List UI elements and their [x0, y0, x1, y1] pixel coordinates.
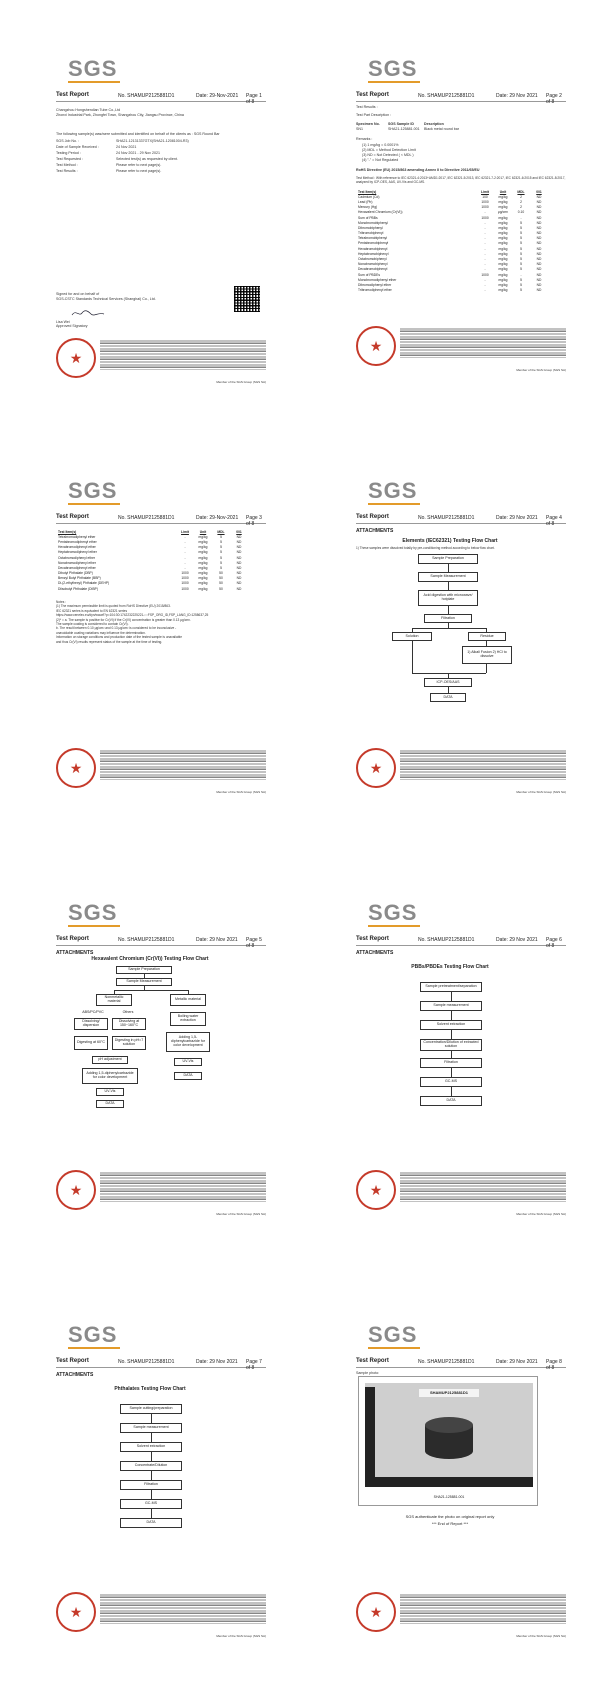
attachments-heading: ATTACHMENTS — [356, 950, 394, 956]
signed-org: SGS-CSTC Standards Technical Services (Shanghai) Co., Ltd. — [56, 297, 156, 301]
note-line: https://www.cenelec.eu/dyn/www/f?p=104:30:1742232225221-::::FSP_ORG_ID,FSP_LANG_ID:1258637,25 — [56, 613, 209, 618]
page-footer: ★ Member of the SGS Group (SGS SA) — [356, 326, 566, 376]
sgs-logo: SGS — [368, 1324, 428, 1348]
note-line: b. The result between 0.10 μg/cm² and 0.13 μg/cm² is considered to be inconclusive - — [56, 626, 177, 631]
table-row: Diisobutyl Phthalate (DIBP) 1000 mg/kg 50 ND — [58, 586, 242, 591]
star-icon: ★ — [369, 338, 383, 354]
table-row: Lead (Pb) 1000 mg/kg 2 ND — [358, 199, 542, 204]
info-row: SGS Job No. : SHA21-12131337GTX(SHA21-12081004-R3) — [56, 139, 189, 143]
star-icon: ★ — [369, 1182, 383, 1198]
company-name: Changzhou Hongshendian Tube Co.,Ltd — [56, 108, 121, 112]
info-row: Test Method : Please refer to next page(s). — [56, 163, 162, 167]
note-line: unavoidable coating variations may influence the determination. — [56, 630, 146, 635]
report-page-8 — [316, 1274, 584, 1686]
terms-fine-print — [400, 1172, 566, 1202]
sample-intro: The following sample(s) was/were submitted and identified on behalf of the clients as : SGS Round Bar — [56, 132, 220, 136]
flow-step: DATA — [420, 1096, 482, 1106]
report-page-2: SGS Test Report No. SHAMUP2125881D1 Date: 29 Nov 2021 Page 2 of 8 Test Results : Test Part Description : Specimen No. SGS Sample ID Description SN1 SHA21-125881.001 Black metal round bar Remarks : (1) 1 mg/kg = 0.0001% (2) MDL = Method Detection Limit (3) ND = Not Detected ( < MDL ) (4) "-" = Not Regulated RoHS Directive (EU) 2015/863 amending Annex II to Directive 2011/65/EU Test Method : With reference to IEC 62321-4:2013+AMD1:2017, IEC 62321-5:2013, IEC 62321-7-2:2017, IEC 62321-6:2015 and IEC 62321-8:2017, analyzed by ICP-OES, AAS, UV-Vis and GC-MS. Test Item(s) Limit Unit MDL 001 Cadmium (Cd) 100 mg/kg 2 ND Lead (Pb) 1000 mg/kg 2 ND Mercury (Hg) 1000 mg/kg 2 ND Hexavalent Chromium (Cr(VI)) - μg/cm² 0.10 ND Sum of PBBs 1000 mg/kg - ND Monobromobiphenyl - mg/kg 5 ND Dibromobiphenyl - mg/kg 5 ND Tribromobiphenyl - mg/kg 5 ND Tetrabromobiphenyl - mg/kg 5 ND Pentabromobiphenyl - mg/kg 5 ND Hexabromobiphenyl - mg/kg 5 ND Heptabromobiphenyl - mg/kg 5 ND Octabromobiphenyl - mg/kg 5 ND Nonabromobiphenyl - mg/kg 5 ND Decabromobiphenyl - mg/kg 5 ND Sum of PBDEs 1000 mg/kg - ND Monobromodiphenyl ether - mg/kg 5 ND Dibromodiphenyl ether - mg/kg 5 ND Tribromodiphenyl ether - mg/kg 5 ND ★ Member of the SGS Group (SGS SA) — [316, 8, 584, 420]
info-row: Date of Sample Received : 24 Nov 2021 — [56, 145, 137, 149]
terms-fine-print — [100, 750, 266, 780]
terms-fine-print — [400, 750, 566, 780]
company-seal — [56, 1592, 96, 1632]
flow-step: UV-Vis — [96, 1088, 124, 1096]
terms-fine-print — [400, 328, 566, 358]
flow-step: Sample Measurement — [418, 572, 478, 582]
flow-step: DATA — [174, 1072, 202, 1080]
sgs-logo: SGS — [68, 1324, 128, 1348]
company-seal — [56, 1170, 96, 1210]
notes-block — [56, 600, 266, 644]
note-line: (2)* = a. The sample is positive for Cr(VI) if the Cr(VI) concentration is greater than 0.13 μg/cm². — [56, 617, 191, 622]
table-row: Heptabromobiphenyl - mg/kg 5 ND — [358, 251, 542, 256]
results-table — [56, 529, 248, 591]
table-row: Dibromobiphenyl - mg/kg 5 ND — [358, 225, 542, 230]
table-row: Dibutyl Phthalate (DBP) 1000 mg/kg 50 ND — [58, 571, 242, 576]
table-row: Di-(2-ethylhexyl) Phthalate (DEHP) 1000 mg/kg 50 ND — [58, 581, 242, 586]
flow-step: Sample Measurement — [116, 978, 172, 986]
flow-step: Concentration/Dilution of extracted solution — [420, 1039, 482, 1051]
company-seal — [356, 326, 396, 366]
table-row: Tetrabromodiphenyl ether - mg/kg 5 ND — [58, 534, 242, 539]
table-row: Pentabromodiphenyl ether - mg/kg 5 ND — [58, 539, 242, 544]
report-page-5: SGS Test Report No. SHAMUP2125881D1 Date: 29 Nov 2021 Page 5 of 8 ATTACHMENTS Hexavalent Chromium (Cr(VI)) Testing Flow Chart Sample Preparation Sample Measurement Nonmetallic material Metallic material ABS/PC/PVC Others Dissolving/ dispersion Dissolving at 150~160°C Digesting at 60°C Digesting in pH=7 solution pH adjustment Adding 1,5-diphenylcarbazide for color development UV-Vis DATA Boiling water extraction Adding 1,5-diphenylcarbazide for color development UV-Vis DATA ★ Member of the SGS Group (SGS SA) — [16, 852, 284, 1264]
note-line: (1) The maximum permissible limit is quoted from RoHS Directive (EU) 2015/863. — [56, 604, 171, 609]
table-row: Nonabromodiphenyl ether - mg/kg 5 ND — [58, 560, 242, 565]
test-method: Test Method : With reference to IEC 62321-4:2013+AMD1:2017, IEC 62321-5:2013, IEC 62321-7-2:2017, IEC 62321-6:2015 and IEC 62321-8:2017, analyzed by ICP-OES, AAS, UV-Vis and GC-MS. — [356, 176, 566, 185]
flow-step: Acid digestion with microwave/ hotplate — [418, 590, 478, 606]
company-seal — [56, 338, 96, 378]
signature-image — [70, 308, 106, 318]
photo-sticker: SHAMUP2125881D1 — [419, 1389, 479, 1397]
page-footer: ★ Member of the SGS Group (SGS SA) — [56, 748, 266, 798]
page-header: Test Report No. SHAMUP2125881D1 Date: 29-Nov-2021 Page 3 of 8 — [56, 514, 266, 524]
attachments-heading: ATTACHMENTS — [356, 528, 394, 534]
flow-step: Dissolving/ dispersion — [74, 1018, 108, 1030]
flow-step: Solvent extraction — [120, 1442, 182, 1452]
table-row: Monobromobiphenyl - mg/kg 5 ND — [358, 220, 542, 225]
table-row: Mercury (Hg) 1000 mg/kg 2 ND — [358, 205, 542, 210]
page-header: Test Report No. SHAMUP2125881D1 Date: 29 Nov 2021 Page 2 of 8 — [356, 92, 566, 102]
note-line: IEC 62321 series is equivalent to EN 62321 series — [56, 608, 128, 613]
note-line: Information on storage conditions and production date of the tested sample is unavailable — [56, 635, 182, 640]
results-table — [356, 189, 548, 293]
specimen-header: Specimen No. SGS Sample ID Description — [356, 122, 444, 126]
report-date: Date: 29-Nov-2021 — [196, 93, 239, 99]
table-row: Tetrabromobiphenyl - mg/kg 5 ND — [358, 236, 542, 241]
ruler — [365, 1477, 533, 1487]
company-seal — [56, 748, 96, 788]
page-header — [56, 92, 266, 105]
report-page-4 — [316, 430, 584, 842]
flow-step: Solution — [392, 632, 432, 641]
table-row: Dibromodiphenyl ether - mg/kg 5 ND — [358, 282, 542, 287]
flow-step: GC-MS — [420, 1077, 482, 1087]
flow-chart-title: PBBs/PBDEs Testing Flow Chart — [411, 964, 489, 970]
page-footer: ★ Member of the SGS Group (SGS SA) — [56, 1592, 266, 1642]
section-title: Test Results : — [356, 105, 378, 109]
info-row: Testing Period : 24 Nov 2021 - 29 Nov 2021 — [56, 151, 160, 155]
flow-chart-title: Hexavalent Chromium (Cr(VI)) Testing Flow Chart — [91, 956, 209, 962]
flow-chart-description: 1) These samples were dissolved totally by pre-conditioning method according to below flow chart. — [356, 546, 495, 550]
qr-code — [234, 286, 260, 312]
table-row: Hexabromodiphenyl ether - mg/kg 5 ND — [58, 545, 242, 550]
flow-step: Filtration — [120, 1480, 182, 1490]
flow-step: DATA — [96, 1100, 124, 1108]
table-row: Sum of PBDEs 1000 mg/kg - ND — [358, 272, 542, 277]
flow-chart-title: Phthalates Testing Flow Chart — [114, 1386, 186, 1392]
star-icon: ★ — [69, 1604, 83, 1620]
specimen-row: SN1 SHA21-125881.001 Black metal round bar — [356, 127, 459, 131]
report-page-7 — [16, 1274, 284, 1686]
page-number: Page 1 of 8 — [246, 93, 262, 105]
end-of-report: *** End of Report *** — [431, 1521, 469, 1526]
flow-step: Filtration — [420, 1058, 482, 1068]
flow-step: Boiling water extraction — [170, 1012, 206, 1026]
signer-name: Lisa Wei — [56, 320, 70, 324]
signed-for: Signed for and on behalf of — [56, 292, 100, 296]
table-row: Nonabromobiphenyl - mg/kg 5 ND — [358, 262, 542, 267]
flow-step: Adding 1,5-diphenylcarbazide for color development — [82, 1068, 138, 1084]
star-icon: ★ — [69, 1182, 83, 1198]
flow-step: Adding 1,5-diphenylcarbazide for color development — [166, 1032, 210, 1052]
sample-photo-label: Sample photo: — [356, 1371, 380, 1375]
sgs-logo: SGS — [368, 480, 428, 504]
info-row: Test Requested : Selected test(s) as requested by client. — [56, 157, 178, 161]
sgs-logo: SGS — [68, 480, 128, 504]
flow-step: Dissolving at 150~160°C — [112, 1018, 146, 1030]
table-row: Cadmium (Cd) 100 mg/kg 2 ND — [358, 194, 542, 199]
page-footer: ★ Member of the SGS Group (SGS SA) — [356, 748, 566, 798]
flow-step: Sample Preparation — [418, 554, 478, 564]
table-row: Tribromodiphenyl ether - mg/kg 5 ND — [358, 288, 542, 293]
flow-step: Sample measurement — [120, 1423, 182, 1433]
flow-step: DATA — [120, 1518, 182, 1528]
part-description: Test Part Description : — [356, 113, 392, 117]
sgs-logo: SGS — [368, 58, 428, 82]
flow-step: ICP-OES/AAS — [424, 678, 472, 687]
star-icon: ★ — [69, 350, 83, 366]
table-row: Decabromodiphenyl ether - mg/kg 5 ND — [58, 565, 242, 570]
rohs-directive: RoHS Directive (EU) 2015/863 amending Annex II to Directive 2011/65/EU — [356, 168, 480, 172]
table-row: Decabromobiphenyl - mg/kg 5 ND — [358, 267, 542, 272]
flow-step: Filtration — [424, 614, 472, 623]
flow-step: Solvent extraction — [420, 1020, 482, 1030]
company-address: Zhonxi Industrial Park, Zhongfei Town, Shangzhou City, Jiangsu Province, China — [56, 113, 184, 117]
flow-chart-title: Elements (IEC62321) Testing Flow Chart — [402, 538, 498, 544]
star-icon: ★ — [69, 760, 83, 776]
table-row: Octabromodiphenyl ether - mg/kg 5 ND — [58, 555, 242, 560]
info-row: Test Results : Please refer to next page(s). — [56, 169, 162, 173]
flow-step: Nonmetallic material — [96, 994, 132, 1006]
table-row: Heptabromodiphenyl ether - mg/kg 5 ND — [58, 550, 242, 555]
flow-step: Sample cutting/preparation — [120, 1404, 182, 1414]
table-row: Monobromodiphenyl ether - mg/kg 5 ND — [358, 277, 542, 282]
company-seal — [356, 1592, 396, 1632]
sgs-logo: SGS — [68, 58, 128, 82]
star-icon: ★ — [369, 1604, 383, 1620]
flow-step: Concentrate/Dilution — [120, 1461, 182, 1471]
terms-fine-print — [100, 340, 266, 370]
report-number: No. SHAMUP2125881D1 — [118, 93, 175, 99]
flow-step: GC-MS — [120, 1499, 182, 1509]
flow-step: pH adjustment — [92, 1056, 128, 1064]
note-line: Notes : — [56, 600, 67, 604]
page-header: Test Report No. SHAMUP2125881D1 Date: 29 Nov 2021 Page 6 of 8 — [356, 936, 566, 946]
ruler — [365, 1387, 375, 1487]
terms-fine-print — [100, 1172, 266, 1202]
flow-step: DATA — [430, 693, 466, 702]
photo-caption: SHA21-125881.001 — [433, 1495, 465, 1499]
page-header: Test Report No. SHAMUP2125881D1 Date: 29 Nov 2021 Page 4 of 8 — [356, 514, 566, 524]
note-line: and thus Cr(VI) results represent status of the sample at the time of testing. — [56, 639, 163, 644]
flow-step: 1) Alkali Fusion 2) HCl to dissolve — [462, 646, 512, 664]
table-row: Benzyl Butyl Phthalate (BBP) 1000 mg/kg 50 ND — [58, 576, 242, 581]
flow-step: Digesting in pH=7 solution — [112, 1036, 146, 1050]
flow-step: UV-Vis — [174, 1058, 202, 1066]
note-line: The sample coating is considered to contain Cr(VI). — [56, 622, 129, 627]
remarks: Remarks : — [356, 137, 373, 141]
sgs-logo: SGS — [68, 902, 128, 926]
attachments-heading: ATTACHMENTS — [56, 950, 94, 956]
table-row: Tribromobiphenyl - mg/kg 5 ND — [358, 231, 542, 236]
page-footer: ★ Member of the SGS Group (SGS SA) — [356, 1170, 566, 1220]
report-title: Test Report — [56, 92, 89, 98]
report-page-1 — [16, 8, 284, 420]
flow-step: Sample pretreatment/separation — [420, 982, 482, 992]
photo-note: SGS authenticate the photo on original report only — [405, 1514, 495, 1519]
table-row: Pentabromobiphenyl - mg/kg 5 ND — [358, 241, 542, 246]
page-footer: ★ Member of the SGS Group (SGS SA) — [56, 1170, 266, 1220]
terms-fine-print — [100, 1594, 266, 1624]
flow-step: Residue — [468, 632, 506, 641]
company-seal — [356, 748, 396, 788]
page-header: Test Report No. SHAMUP2125881D1 Date: 29 Nov 2021 Page 5 of 8 — [56, 936, 266, 946]
table-header-row: Test Item(s) Limit Unit MDL 001 — [58, 529, 242, 534]
report-page-3 — [16, 430, 284, 842]
table-row: Sum of PBBs 1000 mg/kg - ND — [358, 215, 542, 220]
table-header-row: Test Item(s) Limit Unit MDL 001 — [358, 189, 542, 194]
signer-title: Approved Signatory — [56, 324, 88, 328]
table-row: Hexabromobiphenyl - mg/kg 5 ND — [358, 246, 542, 251]
company-seal — [356, 1170, 396, 1210]
attachments-heading: ATTACHMENTS — [56, 1372, 94, 1378]
table-row: Hexavalent Chromium (Cr(VI)) - μg/cm² 0.10 ND — [358, 210, 542, 215]
member-note: Member of the SGS Group (SGS SA) — [216, 380, 266, 384]
page-footer — [56, 338, 266, 388]
page-footer: ★ Member of the SGS Group (SGS SA) — [356, 1592, 566, 1642]
sample-photo — [358, 1376, 538, 1506]
page-header: Test Report No. SHAMUP2125881D1 Date: 29 Nov 2021 Page 8 of 8 — [356, 1358, 566, 1368]
flow-step: Metallic material — [170, 994, 206, 1006]
table-row: Octabromobiphenyl - mg/kg 5 ND — [358, 257, 542, 262]
page-header: Test Report No. SHAMUP2125881D1 Date: 29 Nov 2021 Page 7 of 8 — [56, 1358, 266, 1368]
sgs-logo: SGS — [368, 902, 428, 926]
flow-step: Sample measurement — [420, 1001, 482, 1011]
star-icon: ★ — [369, 760, 383, 776]
flow-step: Digesting at 60°C — [74, 1036, 108, 1050]
flow-step: Sample Preparation — [116, 966, 172, 974]
terms-fine-print — [400, 1594, 566, 1624]
report-page-6 — [316, 852, 584, 1264]
